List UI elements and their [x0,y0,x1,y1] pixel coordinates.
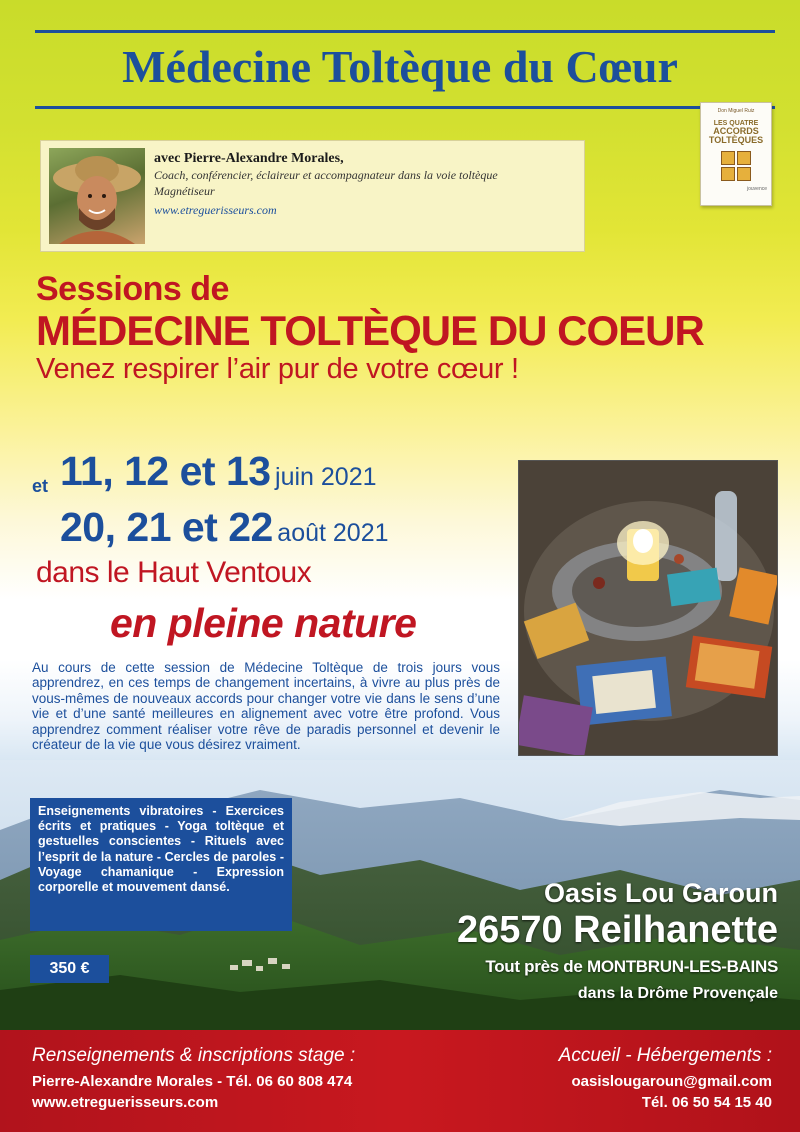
venue-city: 26570 Reilhanette [456,909,778,951]
presenter-box [40,140,585,252]
date-row-june [60,448,389,504]
presenter-role: Coach, conférencier, éclaireur et accompagnateur dans la voie toltèque [154,168,498,182]
headline [36,270,704,386]
date-row-august [60,504,389,560]
presenter-portrait-icon [49,148,145,244]
title-bottom-rule [35,106,775,109]
presenter-info [154,151,498,218]
footer-registration-website-link[interactable]: www.etreguerisseurs.com [32,1094,219,1111]
price-badge: 350 € [30,955,109,983]
session-description: Au cours de cette session de Médecine Toltèque de trois jours vous apprendrez, en ces temps de changement incertains, à vivre au plus près de vous-mêmes de nouveaux accords pour changer votre vie dans le sens d’une vie et d’une santé meilleures en alignement avec votre être profond. Vous apprendrez comment réaliser votre rêve de paradis personnel et devenir le créateur de la vie que vous désirez vraiment. [32,660,500,753]
footer-accommodation [559,1045,772,1111]
footer-accommodation-heading: Accueil - Hébergements : [558,1045,772,1066]
page-title: Médecine Toltèque du Cœur [122,41,678,92]
book-author: Don Miguel Ruiz [717,108,755,114]
footer-registration-contact: Pierre-Alexandre Morales - Tél. 06 60 808 474 [32,1073,353,1090]
ritual-photo [518,460,778,756]
presenter-photo [49,148,145,244]
date-month-august: août 2021 [277,519,389,547]
date-month-june: juin 2021 [275,463,377,491]
headline-line2: MÉDECINE TOLTÈQUE DU COEUR [36,307,704,354]
activities-box: Enseignements vibratoires - Exercices écrits et pratiques - Yoga toltèque et gestuelles conscientes - Rituels avec l’esprit de la nature - Cercles de paroles - Voyage chamanique - Expression corporelle et mouvement dansé. [30,798,292,931]
date-days-august: 20, 21 et 22 [60,504,273,550]
footer-accommodation-phone: Tél. 06 50 54 15 40 [641,1094,772,1111]
book-cover [700,102,772,206]
venue-region: dans la Drôme Provençale [577,985,778,1002]
location-line2: en pleine nature [110,600,417,646]
session-dates [32,448,389,560]
date-days-june: 11, 12 et 13 [60,448,271,494]
venue-near: Tout près de MONTBRUN-LES-BAINS [485,957,778,976]
presenter-name: avec Pierre-Alexandre Morales, [154,151,344,166]
candle-ritual-icon [519,461,778,756]
title-top-rule [35,30,775,33]
location-line1: dans le Haut Ventoux [36,556,312,589]
presenter-website-link[interactable]: www.etreguerisseurs.com [154,203,277,217]
book-cover-illustration [701,151,771,181]
venue-block [457,878,778,1003]
dates-connector: et [32,476,49,496]
footer-registration-heading: Renseignements & inscriptions stage : [32,1045,356,1066]
venue-name: Oasis Lou Garoun [543,878,778,908]
footer-bar [0,1030,800,1132]
footer-registration [32,1045,355,1111]
headline-tagline: Venez respirer l’air pur de votre cœur ! [36,353,519,385]
presenter-role-2: Magnétiseur [154,184,215,198]
footer-accommodation-email-link[interactable]: oasislougaroun@gmail.com [571,1073,772,1090]
book-title-line3: TOLTÈQUES [708,135,764,145]
headline-line1: Sessions de [36,270,229,308]
book-publisher: jouvence [746,186,767,192]
book-title-line2: ACCORDS [713,126,759,136]
book-title-line1: LES QUATRE [713,120,759,127]
